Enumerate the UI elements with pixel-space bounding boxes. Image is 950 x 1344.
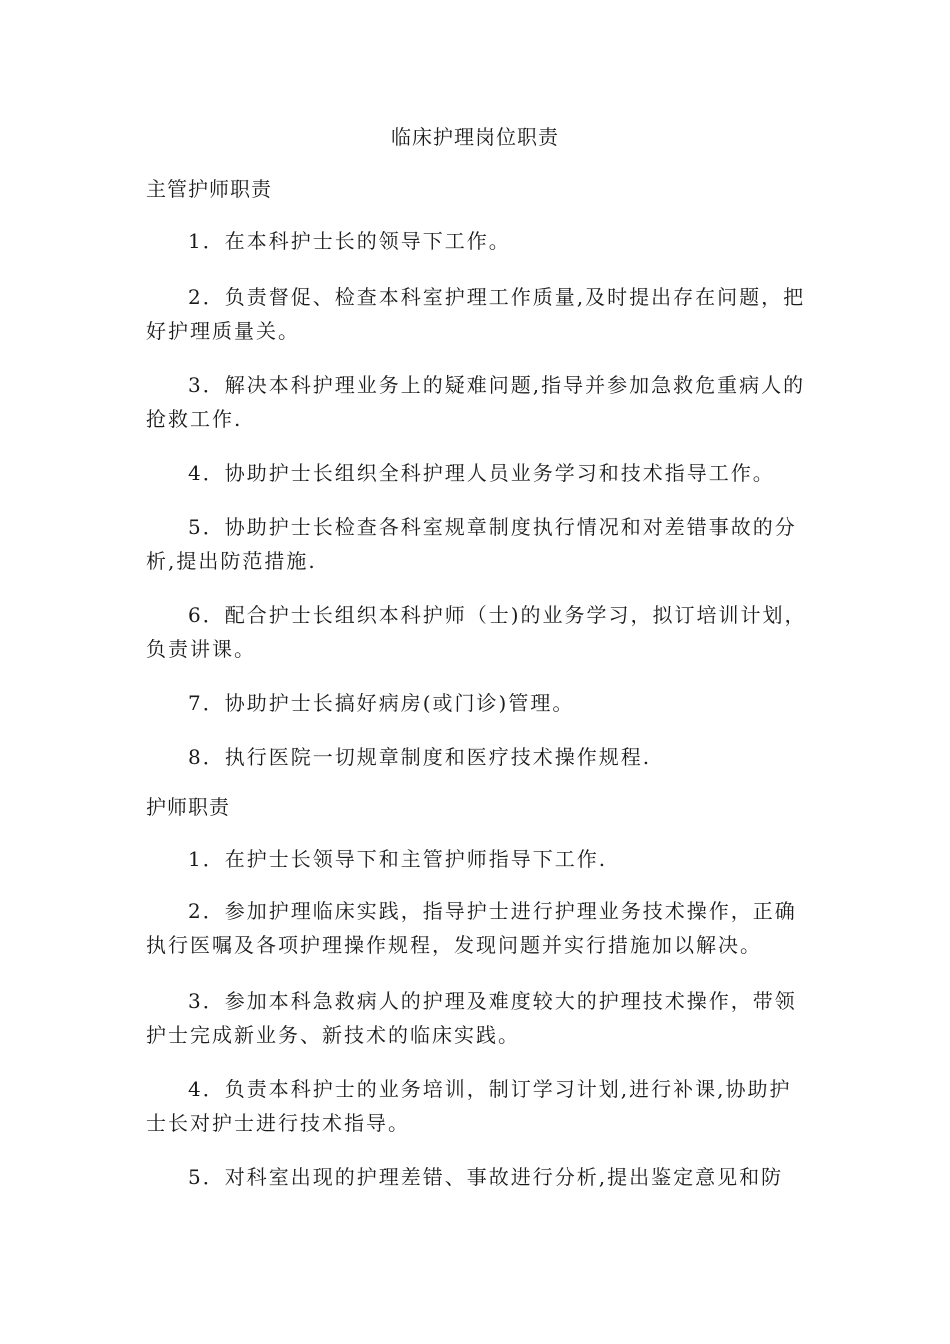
duty-item: 3．解决本科护理业务上的疑难问题,指导并参加急救危重病人的抢救工作.: [146, 373, 806, 431]
section-heading-nurse-practitioner: 护师职责: [146, 795, 230, 819]
duty-item: 7．协助护士长搞好病房(或门诊)管理。: [188, 691, 575, 715]
duty-item: 6．配合护士长组织本科护师（士)的业务学习，拟订培训计划，负责讲课。: [146, 603, 807, 661]
duty-item: 2．参加护理临床实践，指导护士进行护理业务技术操作，正确执行医嘱及各项护理操作规程，发现问题并实行措施加以解决。: [146, 899, 797, 957]
duty-item: 5．对科室出现的护理差错、事故进行分析,提出鉴定意见和防: [188, 1165, 784, 1189]
duty-item: 8．执行医院一切规章制度和医疗技术操作规程.: [188, 745, 652, 769]
duty-item: 5．协助护士长检查各科室规章制度执行情况和对差错事故的分析,提出防范措施.: [146, 515, 797, 573]
section-heading-head-nurse: 主管护师职责: [146, 177, 272, 201]
duty-item: 3．参加本科急救病人的护理及难度较大的护理技术操作，带领护士完成新业务、新技术的临床实践。: [146, 989, 797, 1047]
duty-item: 4．协助护士长组织全科护理人员业务学习和技术指导工作。: [188, 461, 775, 485]
document-title: 临床护理岗位职责: [391, 125, 559, 149]
duty-item: 1．在护士长领导下和主管护师指导下工作.: [188, 847, 608, 871]
duty-item: 1．在本科护士长的领导下工作。: [188, 229, 511, 253]
duty-item: 2．负责督促、检查本科室护理工作质量,及时提出存在问题，把好护理质量关。: [146, 285, 806, 343]
duty-item: 4．负责本科护士的业务培训，制订学习计划,进行补课,协助护士长对护士进行技术指导。: [146, 1077, 792, 1135]
